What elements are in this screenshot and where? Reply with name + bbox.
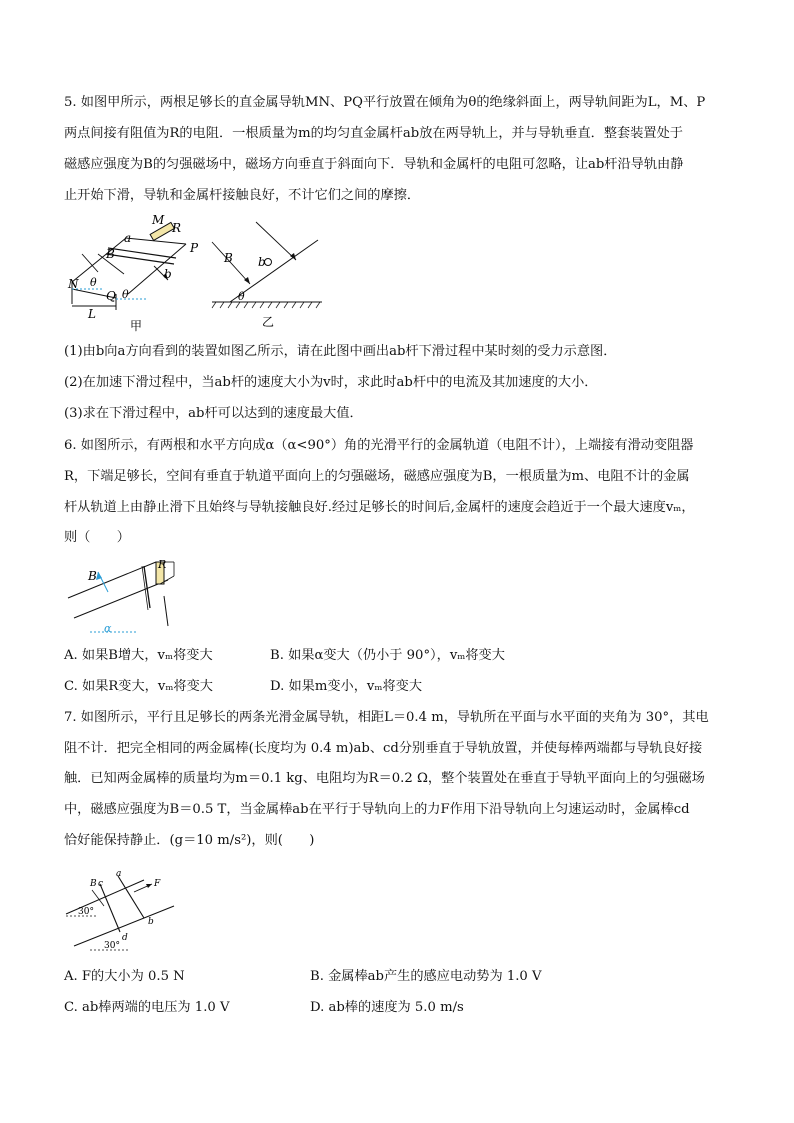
q6-line-1: 6. 如图所示，有两根和水平方向成α（α<90°）角的光滑平行的金属轨道（电阻不计），上端接有滑动变阻器 xyxy=(64,438,694,453)
figure-q6 xyxy=(64,556,186,636)
label-b-end: b xyxy=(148,917,154,927)
q7-option-a[interactable]: A. F的大小为 0.5 N xyxy=(64,969,185,984)
label-d: d xyxy=(122,933,128,943)
label-b: b xyxy=(164,267,172,281)
q7-line-2: 阻不计．把完全相同的两金属棒(长度均为 0.4 m)ab、cd分别垂直于导轨放置，并使每棒两端都与导轨良好接 xyxy=(64,741,703,756)
q7-option-b[interactable]: B. 金属棒ab产生的感应电动势为 1.0 V xyxy=(310,969,542,984)
caption-yi: 乙 xyxy=(262,315,275,329)
figure-yi xyxy=(210,222,326,334)
label-p: P xyxy=(190,241,199,255)
caption-jia: 甲 xyxy=(130,319,143,333)
rail-mn xyxy=(72,238,126,282)
label-theta: θ xyxy=(238,290,245,303)
label-theta-2: θ xyxy=(122,288,129,301)
q5-line-2: 两点间接有阻值为R的电阻．一根质量为m的均匀直金属杆ab放在两导轨上，并与导轨垂直．整套装置处于 xyxy=(64,126,683,141)
q6-line-3: 杆从轨道上由静止滑下且始终与导轨接触良好.经过足够长的时间后,金属杆的速度会趋近于一个最大速度vₘ， xyxy=(64,500,695,515)
rod-ab xyxy=(118,876,144,918)
label-c: c xyxy=(98,879,104,889)
label-angle-1: 30° xyxy=(78,907,94,917)
q5-line-3: 磁感应强度为B的匀强磁场中，磁场方向垂直于斜面向下．导轨和金属杆的电阻可忽略，让ab杆沿导轨由静 xyxy=(64,157,684,172)
label-r: R xyxy=(172,221,182,235)
label-q: Q xyxy=(106,289,116,303)
rod-cd xyxy=(100,884,120,932)
rail-lower xyxy=(74,580,168,618)
ground-hatch xyxy=(212,302,320,308)
label-r: R xyxy=(158,558,167,571)
label-b: B xyxy=(88,569,97,583)
q7-line-1: 7. 如图所示，平行且足够长的两条光滑金属导轨，相距L＝0.4 m，导轨所在平面与水平面的夹角为 30°，其电 xyxy=(64,710,709,725)
figure-q7 xyxy=(64,866,184,954)
q5-line-4: 止开始下滑，导轨和金属杆接触良好，不计它们之间的摩擦． xyxy=(64,188,421,203)
q6-line-2: R，下端足够长，空间有垂直于轨道平面向上的匀强磁场，磁感应强度为B，一根质量为m、电阻不计的金属 xyxy=(64,469,690,484)
rod-ab-top xyxy=(108,248,176,258)
label-n: N xyxy=(68,277,79,291)
rod-ab-bottom xyxy=(106,254,174,264)
label-a: a xyxy=(116,869,122,879)
label-b: B xyxy=(90,879,97,889)
label-b-field: B xyxy=(224,251,233,265)
q7-option-c[interactable]: C. ab棒两端的电压为 1.0 V xyxy=(64,1000,230,1015)
q6-option-c[interactable]: C. 如果R变大，vₘ将变大 xyxy=(64,679,213,694)
label-f: F xyxy=(154,879,161,889)
q5-sub-3: (3)求在下滑过程中，ab杆可以达到的速度最大值． xyxy=(64,406,363,421)
label-angle-2: 30° xyxy=(104,941,120,951)
q5-line-1: 5. 如图甲所示，两根足够长的直金属导轨MN、PQ平行放置在倾角为θ的绝缘斜面上，两导轨间距为L，M、P xyxy=(64,95,706,110)
q7-line-4: 中，磁感应强度为B＝0.5 T，当金属棒ab在平行于导轨向上的力F作用下沿导轨向上匀速运动时，金属棒cd xyxy=(64,802,690,817)
label-b: b xyxy=(258,255,266,269)
q7-line-3: 触．已知两金属棒的质量均为m＝0.1 kg、电阻均为R＝0.2 Ω，整个装置处在垂直于导轨平面向上的匀强磁场 xyxy=(64,771,705,786)
label-alpha: α xyxy=(104,622,112,635)
label-a: a xyxy=(124,231,132,245)
label-m: M xyxy=(152,213,165,227)
q6-option-a[interactable]: A. 如果B增大，vₘ将变大 xyxy=(64,648,213,663)
label-theta-1: θ xyxy=(90,276,97,289)
label-b-field: B xyxy=(106,247,115,261)
q5-sub-1: (1)由b向a方向看到的装置如图乙所示，请在此图中画出ab杆下滑过程中某时刻的受力示意图． xyxy=(64,344,617,359)
label-l: L xyxy=(88,307,96,321)
post xyxy=(164,596,168,626)
figure-jia xyxy=(64,214,224,334)
q7-option-d[interactable]: D. ab棒的速度为 5.0 m/s xyxy=(310,1000,464,1015)
q6-option-d[interactable]: D. 如果m变小，vₘ将变大 xyxy=(270,679,423,694)
q6-line-4: 则（ ） xyxy=(64,530,130,545)
q7-line-5: 恰好能保持静止．(g＝10 m/s²)，则( ) xyxy=(64,833,315,848)
q5-sub-2: (2)在加速下滑过程中，当ab杆的速度大小为v时，求此时ab杆中的电流及其加速度的大小． xyxy=(64,375,598,390)
q6-option-b[interactable]: B. 如果α变大（仍小于 90°），vₘ将变大 xyxy=(270,648,505,663)
rail-upper xyxy=(68,562,156,598)
